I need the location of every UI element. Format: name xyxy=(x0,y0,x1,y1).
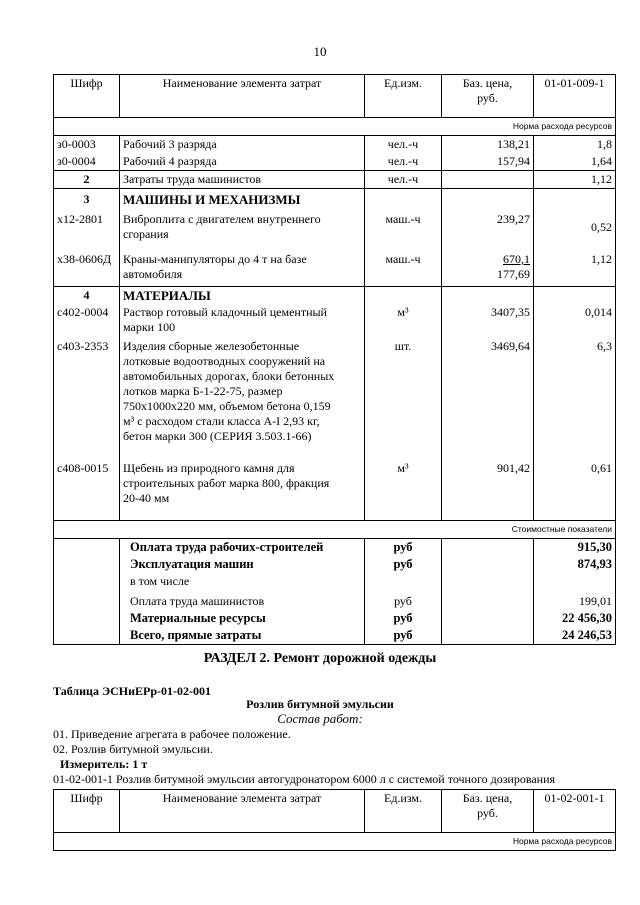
total-row xyxy=(54,539,616,557)
cost-label-row xyxy=(54,521,616,539)
row-name xyxy=(120,336,365,445)
total-unit: руб xyxy=(365,610,442,627)
section-heading: МАТЕРИАЛЫ xyxy=(120,287,365,305)
row-name xyxy=(120,243,365,287)
row-unit: шт. xyxy=(365,336,442,445)
row-name-line: 20-40 мм xyxy=(123,491,170,505)
total-value: 24 246,53 xyxy=(534,627,616,645)
total-row xyxy=(54,627,616,645)
row-name: Затраты труда машинистов xyxy=(120,171,365,189)
row-unit: м³ xyxy=(365,445,442,521)
row-code: 4 xyxy=(54,287,120,305)
row-code: з0-0003 xyxy=(54,136,120,154)
row-value: 0,52 xyxy=(534,208,616,243)
row-value: 6,3 xyxy=(534,336,616,445)
work-item: 01. Приведение агрегата в рабочее положение. xyxy=(53,727,291,741)
table-row xyxy=(54,208,616,243)
row-name xyxy=(120,304,365,336)
section-row xyxy=(54,189,616,209)
resource-table xyxy=(53,74,616,645)
header-code: Шифр xyxy=(54,790,120,833)
row-name-line: автомобильных дорогах, блоки бетонных xyxy=(123,369,335,383)
total-row xyxy=(54,573,616,593)
header-norm: 01-01-009-1 xyxy=(534,75,616,118)
row-name xyxy=(120,208,365,243)
header-norm: 01-02-001-1 xyxy=(534,790,616,833)
row-name-line: Изделия сборные железобетонные xyxy=(123,339,300,353)
meter-label: Измеритель: 1 т xyxy=(60,757,148,771)
row-name-line: марки 100 xyxy=(123,320,176,334)
row-price: 239,27 xyxy=(442,208,534,243)
total-value: 915,30 xyxy=(534,539,616,557)
total-name: Материальные ресурсы xyxy=(120,610,365,627)
row-name-line: Щебень из природного камня для xyxy=(123,461,295,475)
row-name xyxy=(120,445,365,521)
table-header xyxy=(54,790,616,833)
header-price xyxy=(442,75,534,118)
row-code: с403-2353 xyxy=(54,336,120,445)
row-price xyxy=(442,171,534,189)
row-value: 1,64 xyxy=(534,153,616,171)
row-value: 1,12 xyxy=(534,171,616,189)
table-row xyxy=(54,336,616,445)
header-price-line2: руб. xyxy=(477,806,498,820)
row-code: з0-0004 xyxy=(54,153,120,171)
row-price: 157,94 xyxy=(442,153,534,171)
row-code: 3 xyxy=(54,189,120,209)
header-name: Наименование элемента затрат xyxy=(120,75,365,118)
total-unit: руб xyxy=(365,627,442,645)
header-price-line2: руб. xyxy=(477,91,498,105)
row-name-line: строительных работ марка 800, фракция xyxy=(123,476,330,490)
table-title: Розлив битумной эмульсии xyxy=(246,697,394,711)
row-value: 1,8 xyxy=(534,136,616,154)
section-row xyxy=(54,287,616,305)
header-price xyxy=(442,790,534,833)
row-price-denominator: 177,69 xyxy=(497,267,530,281)
section-title: РАЗДЕЛ 2. Ремонт дорожной одежды xyxy=(203,651,437,666)
total-name: Оплата труда машинистов xyxy=(120,593,365,610)
row-value: 0,61 xyxy=(534,445,616,521)
row-name-line: Краны-манипуляторы до 4 т на базе xyxy=(123,252,307,266)
header-name: Наименование элемента затрат xyxy=(120,790,365,833)
norm-label-row xyxy=(54,833,616,851)
header-unit: Ед.изм. xyxy=(365,790,442,833)
table-row xyxy=(54,243,616,287)
row-unit: маш.-ч xyxy=(365,243,442,287)
total-name: Всего, прямые затраты xyxy=(120,627,365,645)
total-name: Эксплуатация машин xyxy=(120,556,365,573)
row-name: Рабочий 3 разряда xyxy=(120,136,365,154)
row-name-line: сгорания xyxy=(123,227,169,241)
table-row xyxy=(54,304,616,336)
row-price: 3407,35 xyxy=(442,304,534,336)
section-heading: МАШИНЫ И МЕХАНИЗМЫ xyxy=(120,189,365,209)
row-unit: чел.-ч xyxy=(365,136,442,154)
table-label: Таблица ЭСНиЕРр-01-02-001 xyxy=(53,684,212,698)
header-price-line1: Баз. цена, xyxy=(462,76,513,90)
work-item: 02. Розлив битумной эмульсии. xyxy=(53,742,213,756)
total-name: Оплата труда рабочих-строителей xyxy=(120,539,365,557)
norm-label: Норма расхода ресурсов xyxy=(54,833,616,851)
total-row xyxy=(54,610,616,627)
row-price xyxy=(442,243,534,287)
row-unit: чел.-ч xyxy=(365,171,442,189)
row-code: х38-0606Д xyxy=(54,243,120,287)
row-name: Рабочий 4 разряда xyxy=(120,153,365,171)
total-unit: руб xyxy=(365,593,442,610)
row-name-line: Раствор готовый кладочный цементный xyxy=(123,305,327,319)
header-code: Шифр xyxy=(54,75,120,118)
table-row xyxy=(54,153,616,171)
row-price: 901,42 xyxy=(442,445,534,521)
norm-label-row xyxy=(54,118,616,136)
row-code: 2 xyxy=(54,171,120,189)
total-unit: руб xyxy=(365,556,442,573)
row-value: 1,12 xyxy=(534,243,616,287)
table-row xyxy=(54,136,616,154)
row-name-line: автомобиля xyxy=(123,267,183,281)
work-heading: Состав работ: xyxy=(277,711,363,726)
resource-table-2 xyxy=(53,789,616,851)
table-header xyxy=(54,75,616,118)
row-price-numerator: 670,1 xyxy=(503,252,530,266)
norm-label: Норма расхода ресурсов xyxy=(54,118,616,136)
table-row xyxy=(54,445,616,521)
total-row xyxy=(54,556,616,573)
header-price-line1: Баз. цена, xyxy=(462,791,513,805)
total-unit: руб xyxy=(365,539,442,557)
total-value: 22 456,30 xyxy=(534,610,616,627)
row-unit: маш.-ч xyxy=(365,208,442,243)
item-description: 01-02-001-1 Розлив битумной эмульсии автогудронатором 6000 л с системой точного дозирования xyxy=(53,772,556,786)
page-number: 10 xyxy=(313,44,327,59)
total-value: 874,93 xyxy=(534,556,616,573)
row-name-line: 750х1000х220 мм, объемом бетона 0,159 xyxy=(123,399,331,413)
row-price: 3469,64 xyxy=(442,336,534,445)
header-unit: Ед.изм. xyxy=(365,75,442,118)
row-name-line: лотков марка Б-1-22-75, размер xyxy=(123,384,283,398)
total-row xyxy=(54,593,616,610)
row-unit: м³ xyxy=(365,304,442,336)
total-value: 199,01 xyxy=(534,593,616,610)
row-name-line: лотковые водоотводных сооружений на xyxy=(123,354,326,368)
row-value: 0,014 xyxy=(534,304,616,336)
row-code: х12-2801 xyxy=(54,208,120,243)
row-name-line: Виброплита с двигателем внутреннего xyxy=(123,212,321,226)
row-price: 138,21 xyxy=(442,136,534,154)
cost-label: Стоимостные показатели xyxy=(54,521,616,539)
total-name: в том числе xyxy=(120,573,365,593)
row-name-line: м³ с расходом стали класса А-I 2,93 кг, xyxy=(123,414,320,428)
row-code: с408-0015 xyxy=(54,445,120,521)
table-row xyxy=(54,171,616,189)
row-unit: чел.-ч xyxy=(365,153,442,171)
row-code: с402-0004 xyxy=(54,304,120,336)
row-name-line: бетон марки 300 (СЕРИЯ 3.503.1-66) xyxy=(123,429,312,443)
